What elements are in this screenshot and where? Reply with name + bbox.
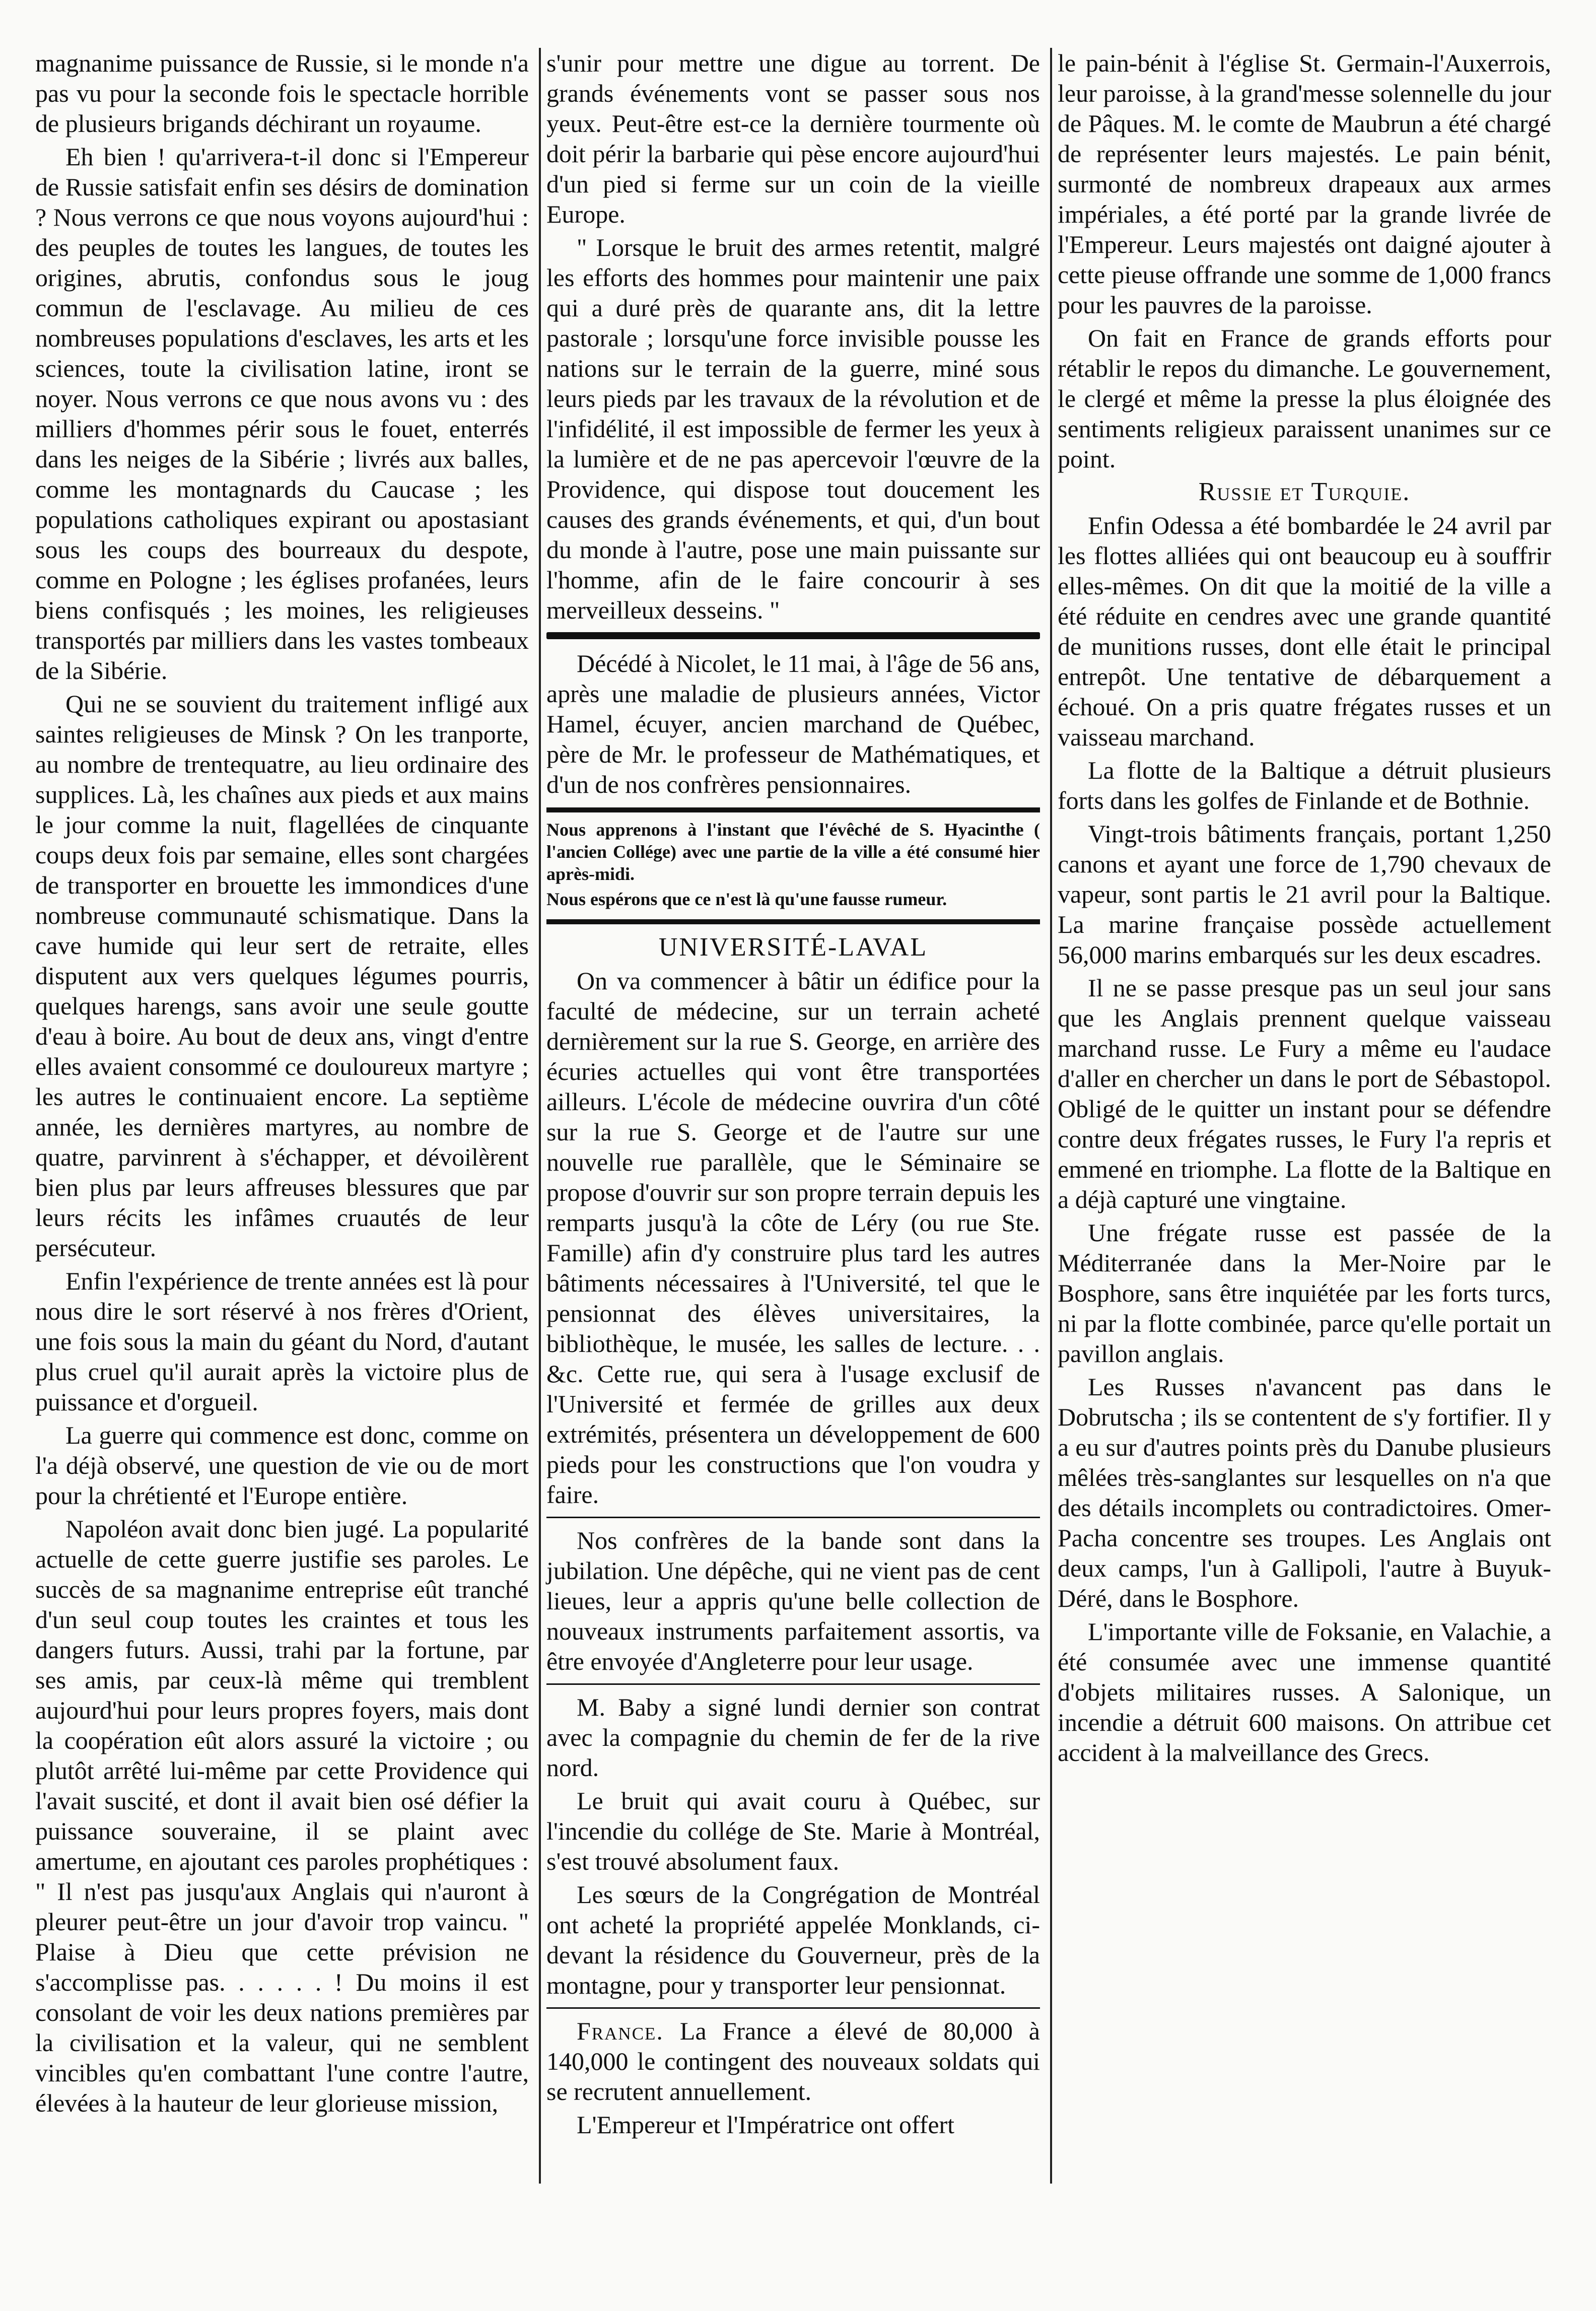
news-paragraph xyxy=(546,2016,1040,2106)
column-3 xyxy=(1058,48,1551,1771)
france-text: La France a élevé de 80,000 à 140,000 le contingent des nouveaux soldats qui se recrutent annuellement. xyxy=(546,2017,1040,2105)
news-paragraph: L'Empereur et l'Impératrice ont offert xyxy=(577,2111,955,2139)
news-paragraph: Vingt-trois bâtiments français, portant 1,250 canons et ayant une force de 1,790 chevaux de vapeur, sont partis le 21 avril pour la Baltique. La marine française possède actuellement 56,000 marins embarqués sur les deux escadres. xyxy=(1058,820,1551,969)
late-notice-box xyxy=(546,807,1040,924)
section-heading: UNIVERSITÉ-LAVAL xyxy=(658,933,928,962)
news-paragraph: On va commencer à bâtir un édifice pour la faculté de médecine, sur un terrain acheté dernièrement sur la rue S. George, en arrière des écuries actuelles qui vont être transportées ailleurs. L'école de médecine ouvrira d'un côté sur la rue S. George et de l'autre sur une nouvelle rue parallèle, que le Séminaire se propose d'ouvrir sur son propre terrain depuis les remparts jusqu'à la côte de Léry (ou rue Ste. Famille) afin d'y construire plus tard les autres bâtiments nécessaires à l'Université, tel que le pensionnat des élèves universitaires, la bibliothèque, le musée, les salles de lecture. . . &c. Cette rue, qui sera à l'usage exclusif de l'Université et fermée de grilles aux deux extrémités, présentera un développement de 600 pieds pour les constructions que l'on voudra y faire. xyxy=(546,967,1040,1509)
late-notice-text: Nous apprenons à l'instant que l'évêché de S. Hyacinthe ( l'ancien Collége) avec une partie de la ville a été consumé hier après-midi. xyxy=(546,820,1040,884)
col1-paragraph: La guerre qui commence est donc, comme on l'a déjà observé, une question de vie ou de mort pour la chrétienté et l'Europe entière. xyxy=(35,1421,529,1510)
news-paragraph: Enfin Odessa a été bombardée le 24 avril par les flottes alliées qui ont beaucoup eu à souffrir elles-mêmes. On dit que la moitié de la ville a été réduite en cendres avec une grande quantité de munitions russes, dont elle était le principal entrepôt. Une tentative de débarquement a échoué. On a pris quatre frégates russes et un vaisseau marchand. xyxy=(1058,511,1551,751)
col1-paragraph: Qui ne se souvient du traitement infligé aux saintes religieuses de Minsk ? On les tranporte, au nombre de trentequatre, au lieu ordinaire des supplices. Là, les chaînes aux pieds et aux mains le jour comme la nuit, flagellées de cinquante coups deux fois par semaine, elles sont chargées de transporter en brouette les immondices d'une nombreuse communauté schismatique. Dans la cave humide qui leur sert de retraite, elles disputent aux vers quelques légumes pourris, quelques harengs, sans avoir une seule goutte d'eau à boire. Au bout de deux ans, vingt d'entre elles avaient consommé ce douloureux martyre ; les autres le continuaient encore. La septième année, les dernières martyres, au nombre de quatre, parvinrent à s'échapper, et dévoilèrent bien plus par leurs affreuses blessures que par leurs récits les infâmes cruautés de leur persécuteur. xyxy=(35,690,529,1262)
col1-paragraph: Eh bien ! qu'arrivera-t-il donc si l'Empereur de Russie satisfait enfin ses désirs de domination ? Nous verrons ce que nous voyons aujourd'hui : des peuples de toutes les langues, de toutes les origines, abrutis, confondus sous le joug commun de l'esclavage. Au milieu de ces nombreuses populations d'esclaves, les arts et les sciences, toute la civilisation latine, iront se noyer. Nous verrons ce que nous avons vu : des milliers d'hommes périr sous le fouet, enterrés dans les neiges de la Sibérie ; livrés aux balles, comme les montagnards du Caucase ; les populations catholiques expirant ou apostasiant sous les coups des bourreaux du despote, comme en Pologne ; les églises profanées, leurs biens confisqués ; les moines, les religieuses transportés par milliers dans les vastes tombeaux de la Sibérie. xyxy=(35,143,529,685)
late-notice-text: Nous espérons que ce n'est là qu'une fausse rumeur. xyxy=(546,889,947,909)
section-heading: Russie et Turquie. xyxy=(1198,478,1411,506)
news-paragraph: Il ne se passe presque pas un seul jour sans que les Anglais prennent quelque vaisseau marchand russe. Le Fury a même eu l'audace d'aller en chercher un dans le port de Sébastopol. Obligé de le quitter un instant pour se défendre contre deux frégates russes, le Fury l'a repris et emmené en triomphe. La flotte de la Baltique en a déjà capturé une vingtaine. xyxy=(1058,974,1551,1213)
news-paragraph: Les sœurs de la Congrégation de Montréal ont acheté la propriété appelée Monklands, ci-devant la résidence du Gouverneur, près de la montagne, pour y transporter leur pensionnat. xyxy=(546,1880,1040,1999)
news-paragraph: Les Russes n'avancent pas dans le Dobrutscha ; ils se contentent de s'y fortifier. Il y a eu sur d'autres points près du Danube plusieurs mêlées très-sanglantes sur lesquelles on n'a que des détails incomplets ou contradictoires. Omer-Pacha concentre ses troupes. Les Anglais ont deux camps, l'un à Gallipoli, l'autre à Buyuk-Déré, dans le Bosphore. xyxy=(1058,1373,1551,1612)
obituary: Décédé à Nicolet, le 11 mai, à l'âge de 56 ans, après une maladie de plusieurs années, Victor Hamel, écuyer, ancien marchand de Québec, père de Mr. le professeur de Mathématiques, et d'un de nos confrères pensionnaires. xyxy=(546,649,1040,798)
news-paragraph: Le bruit qui avait couru à Québec, sur l'incendie du collége de Ste. Marie à Montréal, s'est trouvé absolument faux. xyxy=(546,1787,1040,1875)
column-2 xyxy=(546,48,1040,2143)
col1-paragraph: Enfin l'expérience de trente années est là pour nous dire le sort réservé à nos frères d'Orient, une fois sous la main du géant du Nord, d'autant plus cruel qu'il aurait après la victoire plus de puissance et d'orgueil. xyxy=(35,1267,529,1416)
col1-paragraph: magnanime puissance de Russie, si le monde n'a pas vu pour la seconde fois le spectacle horrible de plusieurs brigands déchirant un royaume. xyxy=(35,49,529,138)
thin-rule xyxy=(546,1683,1040,1685)
news-paragraph: Nos confrères de la bande sont dans la jubilation. Une dépêche, qui ne vient pas de cent lieues, leur a appris qu'une belle collection de nouveaux instruments parfaitement assortis, va être envoyée d'Angleterre pour leur usage. xyxy=(546,1526,1040,1675)
news-paragraph: La flotte de la Baltique a détruit plusieurs forts dans les golfes de Finlande et de Bothnie. xyxy=(1058,756,1551,814)
pastoral-letter-quote: " Lorsque le bruit des armes retentit, malgré les efforts des hommes pour maintenir une paix qui a duré près de quarante ans, dit la lettre pastorale ; lorsqu'une force invisible pousse les nations sur le terrain de la guerre, miné sous leurs pieds par les travaux de la révolution et de l'infidélité, il est impossible de fermer les yeux à la lumière et de ne pas apercevoir l'œuvre de la Providence, qui dispose tout doucement les causes des grands événements, et qui, d'un bout du monde à l'autre, pose une main puissante sur l'homme, afin de le faire concourir à ses merveilleux desseins. " xyxy=(546,233,1040,624)
column-1 xyxy=(35,48,529,2121)
col1-paragraph: Napoléon avait donc bien jugé. La popularité actuelle de cette guerre justifie ses paroles. Le succès de sa magnanime entreprise eût tranché d'un seul coup toutes les craintes et tous les dangers futurs. Aussi, trahi par la fortune, par ses amis, par ceux-là même qui tremblent aujourd'hui pour leurs propres foyers, mais dont la coopération eût alors assuré la victoire ; ou plutôt arrêté lui-même par cette Providence qui l'avait suscité, et dont il avait bien osé défier la puissance souveraine, il se plaint avec amertume, en ajoutant ces paroles prophétiques : " Il n'est pas jusqu'aux Anglais qui n'auront à pleurer peut-être un jour d'avoir trop vaincu. " Plaise à Dieu que cette prévision ne s'accomplisse pas. . . . . . ! Du moins il est consolant de voir les deux nations premières par la civilisation et la valeur, qui ne semblent vincibles qu'en combattant l'une contre l'autre, élevées à la hauteur de leur glorieuse mission, xyxy=(35,1515,529,2117)
news-paragraph: On fait en France de grands efforts pour rétablir le repos du dimanche. Le gouvernement, le clergé et même la presse la plus éloignée des sentiments religieux paraissent unanimes sur ce point. xyxy=(1058,324,1551,473)
france-label: France. xyxy=(577,2017,664,2045)
news-paragraph: M. Baby a signé lundi dernier son contrat avec la compagnie du chemin de fer de la rive nord. xyxy=(546,1693,1040,1782)
thick-rule xyxy=(546,632,1040,639)
news-paragraph: L'importante ville de Foksanie, en Valachie, a été consumée avec une immense quantité d'objets militaires russes. A Salonique, un incendie a détruit 600 maisons. On attribue cet accident à la malveillance des Grecs. xyxy=(1058,1617,1551,1766)
news-paragraph: le pain-bénit à l'église St. Germain-l'Auxerrois, leur paroisse, à la grand'messe solennelle du jour de Pâques. M. le comte de Maubrun a été chargé de représenter leurs majestés. Le pain bénit, surmonté de nombreux drapeaux aux armes impériales, a été porté par la grande livrée de l'Empereur. Leurs majestés ont daigné ajouter à cette pieuse offrande une somme de 1,000 francs pour les pauvres de la paroisse. xyxy=(1058,49,1551,319)
column-divider xyxy=(1050,48,1052,2184)
thin-rule xyxy=(546,2007,1040,2009)
news-paragraph: Une frégate russe est passée de la Méditerranée dans la Mer-Noire par le Bosphore, sans être inquiétée par les forts turcs, ni par la flotte combinée, parce qu'elle portait un pavillon anglais. xyxy=(1058,1218,1551,1368)
column-divider xyxy=(539,48,541,2184)
thin-rule xyxy=(546,1517,1040,1518)
article-continuation: s'unir pour mettre une digue au torrent. De grands événements vont se passer sous nos yeux. Peut-être est-ce la dernière tourmente où doit périr la barbarie qui pèse encore aujourd'hui d'un pied si ferme sur un coin de la vieille Europe. xyxy=(546,49,1040,228)
